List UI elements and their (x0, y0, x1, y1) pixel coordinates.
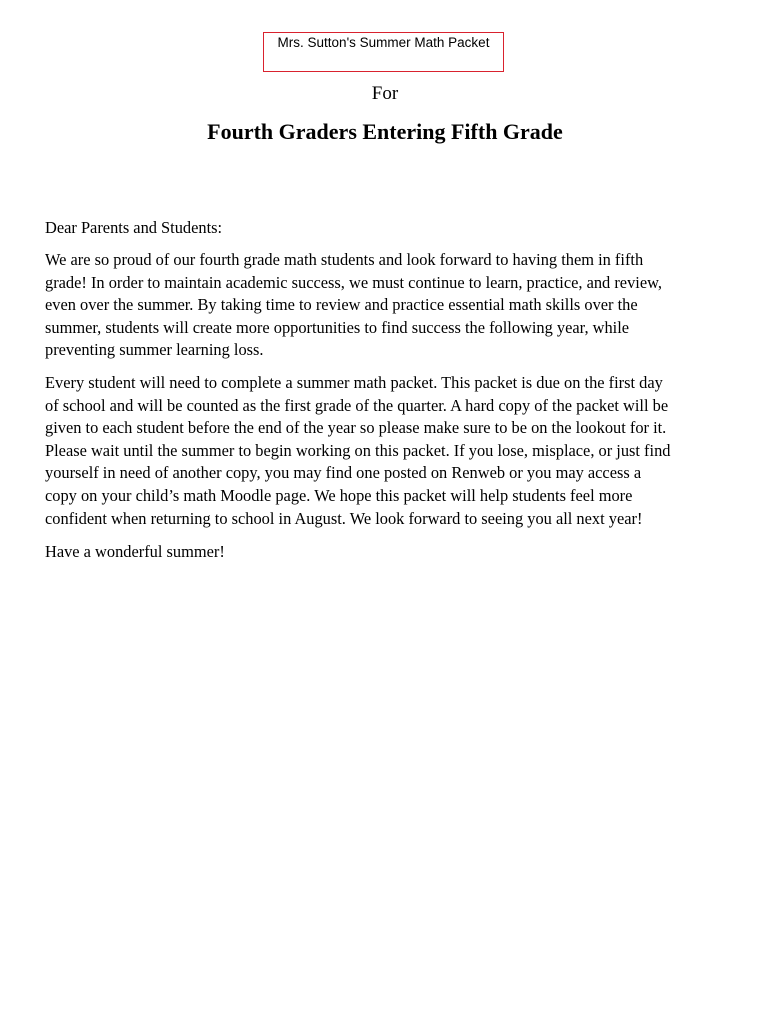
paragraph-line: yourself in need of another copy, you may find one posted on Renweb or you may access a (45, 463, 642, 483)
paragraph-line: preventing summer learning loss. (45, 340, 264, 360)
paragraph-1 (45, 249, 735, 362)
paragraph-line: summer, students will create more opportunities to find success the following year, while (45, 317, 630, 337)
paragraph-line: Please wait until the summer to begin working on this packet. If you lose, misplace, or just find (45, 440, 671, 460)
paragraph-line: We are so proud of our fourth grade math students and look forward to having them in fifth (45, 250, 644, 269)
document-title: Fourth Graders Entering Fifth Grade (207, 119, 563, 144)
paragraph-line: given to each student before the end of the year so please make sure to be on the lookout for it. (45, 418, 667, 438)
paragraph-line: copy on your child’s math Moodle page. We hope this packet will help students feel more (45, 485, 633, 505)
paragraph-2 (45, 372, 735, 530)
paragraph-line: even over the summer. By taking time to review and practice essential math skills over the (45, 295, 638, 315)
for-line: For (371, 83, 399, 104)
closing-line: Have a wonderful summer! (45, 542, 225, 561)
salutation: Dear Parents and Students: (45, 218, 223, 237)
header-box-text: Mrs. Sutton's Summer Math Packet (277, 35, 490, 50)
paragraph-line: grade! In order to maintain academic success, we must continue to learn, practice, and review, (45, 272, 662, 292)
paragraph-line: of school and will be counted as the first grade of the quarter. A hard copy of the packet will be (45, 395, 669, 415)
header-text-box (263, 32, 504, 72)
paragraph-line: confident when returning to school in August. We look forward to seeing you all next year! (45, 508, 643, 528)
paragraph-line: Every student will need to complete a summer math packet. This packet is due on the first day (45, 373, 663, 392)
